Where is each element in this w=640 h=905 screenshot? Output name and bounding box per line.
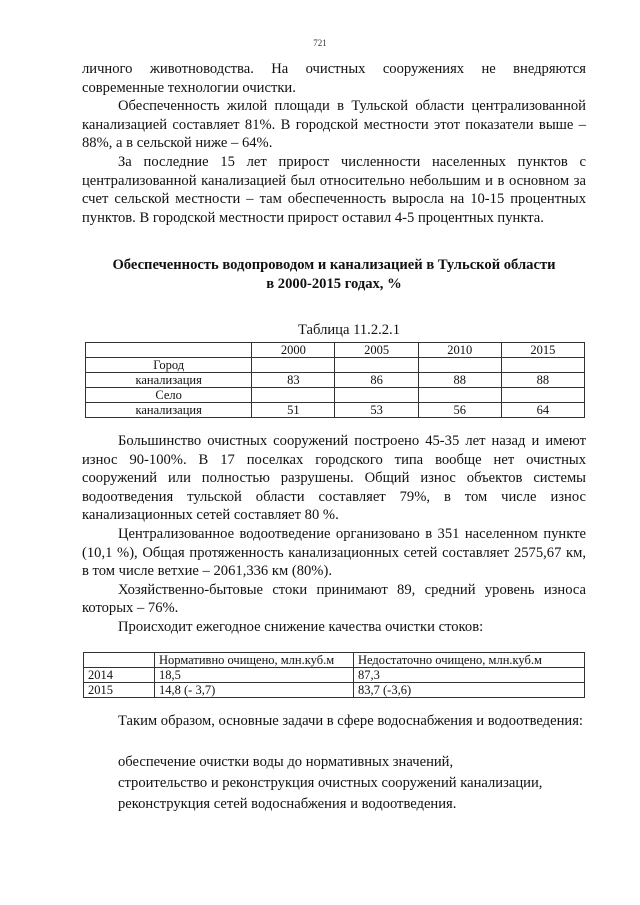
- group-label: Город: [86, 358, 252, 373]
- table-cell: [252, 388, 335, 403]
- table-caption: Таблица 11.2.2.1: [298, 322, 401, 338]
- paragraph: Централизованное водоотведение организовано в 351 населенном пункте (10,1 %), Общая протяженность канализационных сетей составляет 2575,67 км, в том числе ветхие – 2061,336 км (80%).: [82, 525, 586, 580]
- table-cell: 18,5: [155, 668, 354, 683]
- table-cell: 83: [252, 373, 335, 388]
- paragraph: личного животноводства. На очистных сооружениях не внедряются современные технологии очистки.: [82, 61, 586, 96]
- page-number: 721: [313, 38, 327, 48]
- paragraph: За последние 15 лет прирост численности населенных пунктов с централизованной канализацией был относительно небольшим и в основном за счет сельской местности – там обеспеченность выросла на 10-15 процентных пунктов. В городской местности прирост оставил 4-5 процентных пункта.: [82, 153, 586, 226]
- table-cell: [86, 343, 252, 358]
- treatment-table: [83, 652, 585, 698]
- paragraph: Большинство очистных сооружений построено 45-35 лет назад и имеют износ 90-100%. В 17 поселках городского типа вообще нет очистных сооружений или полностью разрушены. Общий износ объектов системы водоотведения тульской области составляет 79%, в том числе износ канализационных сетей составляет 80 %.: [82, 433, 586, 524]
- table-cell: 14,8 (- 3,7): [155, 683, 354, 698]
- table-cell: 88: [501, 373, 584, 388]
- table-cell: [501, 358, 584, 373]
- coverage-table: [85, 342, 585, 418]
- table-cell: [501, 388, 584, 403]
- paragraph: Происходит ежегодное снижение качества очистки стоков:: [118, 618, 484, 635]
- table-cell: [418, 358, 501, 373]
- task-item: реконструкция сетей водоснабжения и водоотведения.: [118, 796, 457, 812]
- table-row: [86, 403, 585, 418]
- year-header: 2000: [252, 343, 335, 358]
- table-cell: 53: [335, 403, 418, 418]
- table-cell: [252, 358, 335, 373]
- table-row: [86, 373, 585, 388]
- table-cell: 83,7 (-3,6): [354, 683, 585, 698]
- heading-line: в 2000-2015 годах, %: [266, 276, 402, 292]
- table-row: [84, 668, 585, 683]
- column-header: Нормативно очищено, млн.куб.м: [155, 653, 354, 668]
- task-item: обеспечение очистки воды до нормативных значений,: [118, 754, 454, 770]
- table-cell: [418, 388, 501, 403]
- year-header: 2010: [418, 343, 501, 358]
- table-cell: 56: [418, 403, 501, 418]
- table-header-row: [84, 653, 585, 668]
- group-label: Село: [86, 388, 252, 403]
- paragraph: Обеспеченность жилой площади в Тульской области централизованной канализацией составляет 81%. В городской местности этот показатели выше – 88%, а в сельской ниже – 64%.: [82, 98, 586, 152]
- table-cell: [335, 358, 418, 373]
- table-cell: 64: [501, 403, 584, 418]
- table-cell: 2014: [84, 668, 155, 683]
- body-text: [82, 432, 586, 637]
- table-cell: 2015: [84, 683, 155, 698]
- intro-text: [82, 60, 586, 227]
- paragraph: Таким образом, основные задачи в сфере водоснабжения и водоотведения:: [118, 713, 583, 729]
- table-header-row: [86, 343, 585, 358]
- table-cell: [335, 388, 418, 403]
- task-item: строительство и реконструкция очистных сооружений канализации,: [118, 775, 543, 791]
- table-cell: 86: [335, 373, 418, 388]
- table-row: [86, 358, 585, 373]
- table-cell: 87,3: [354, 668, 585, 683]
- table-row: [86, 388, 585, 403]
- heading-line: Обеспеченность водопроводом и канализацией в Тульской области: [112, 257, 556, 273]
- row-label: канализация: [86, 373, 252, 388]
- section-heading: [82, 256, 586, 294]
- year-header: 2015: [501, 343, 584, 358]
- conclusion-text: [82, 712, 586, 731]
- table-cell: [84, 653, 155, 668]
- year-header: 2005: [335, 343, 418, 358]
- column-header: Недостаточно очищено, млн.куб.м: [354, 653, 585, 668]
- row-label: канализация: [86, 403, 252, 418]
- table-cell: 51: [252, 403, 335, 418]
- table-row: [84, 683, 585, 698]
- table-cell: 88: [418, 373, 501, 388]
- paragraph: Хозяйственно-бытовые стоки принимают 89, средний уровень износа которых – 76%.: [82, 581, 586, 617]
